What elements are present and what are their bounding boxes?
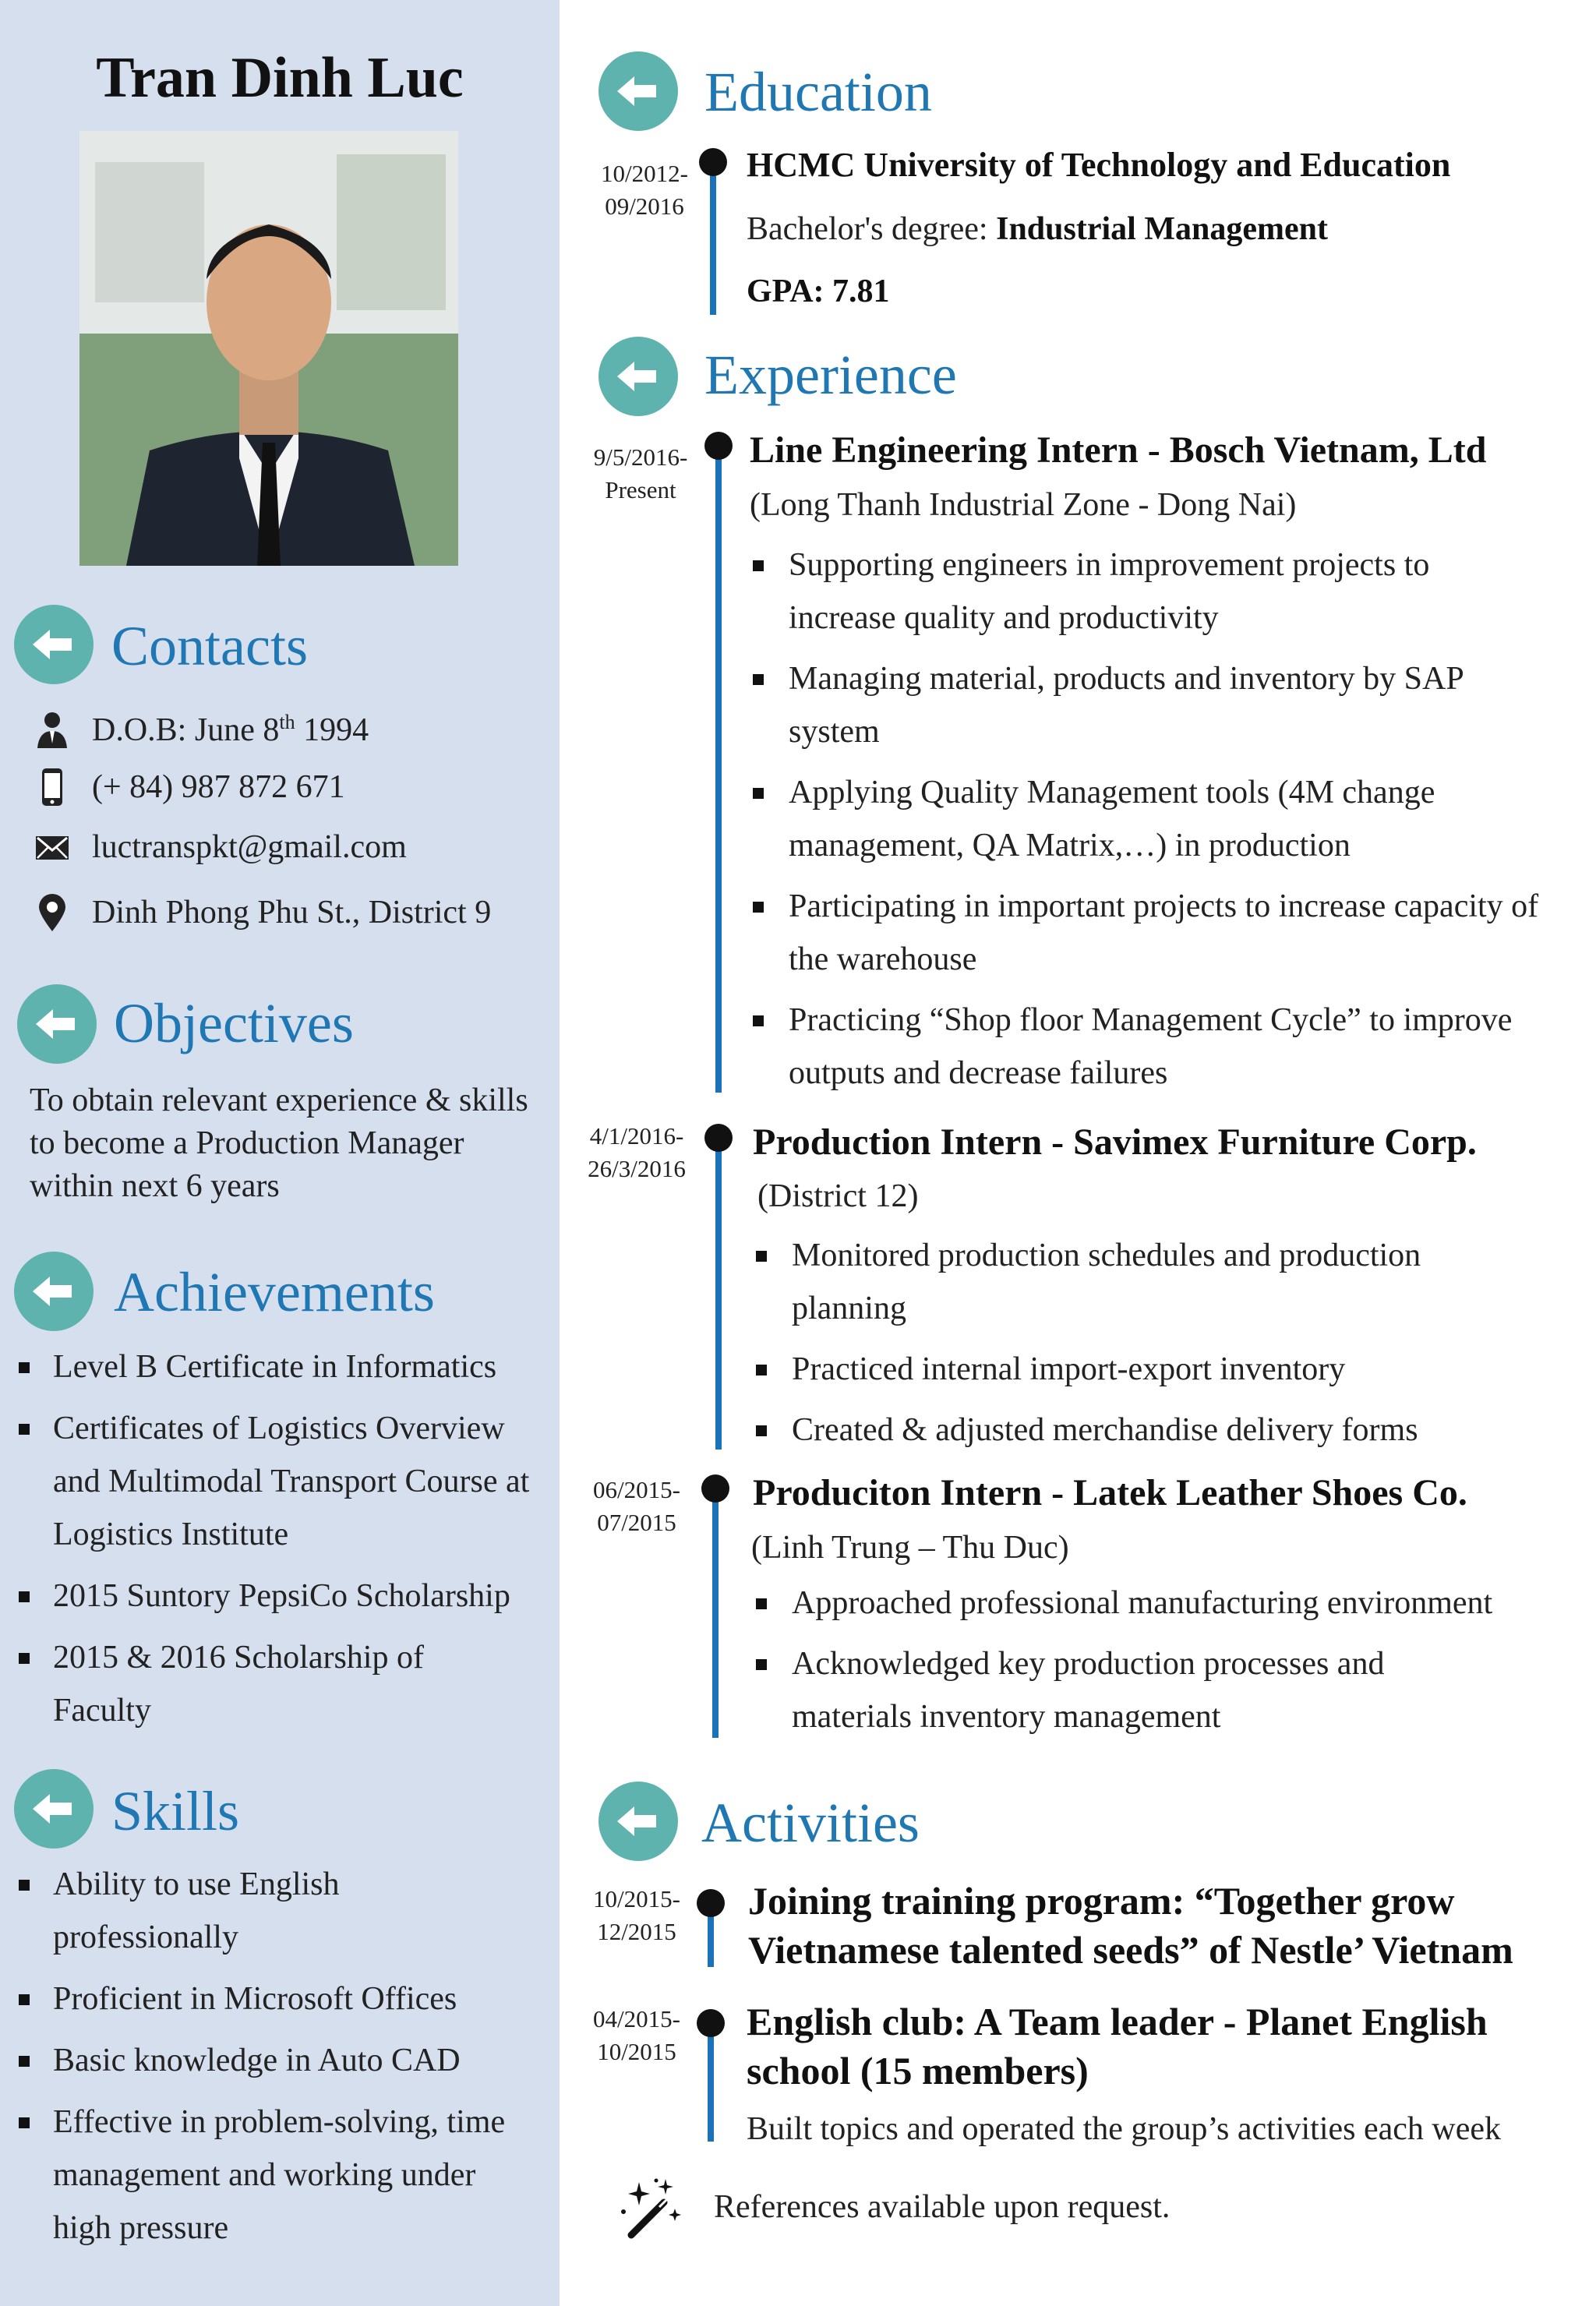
contact-address — [31, 889, 491, 936]
achievements-heading: Achievements — [114, 1261, 435, 1323]
references-note: References available upon request. — [714, 2189, 1171, 2225]
contact-phone — [31, 764, 345, 810]
experience-bullet: Practiced internal import-export inventory — [753, 1343, 1579, 1396]
experience-bullet: Practicing “Shop floor Management Cycle” to improve outputs and decrease failures — [750, 994, 1584, 1100]
sidebar — [0, 0, 560, 2306]
contact-dob — [31, 706, 369, 753]
objective-text: To obtain relevant experience & skills to become a Production Manager within next 6 years — [30, 1082, 528, 1204]
education-degree — [747, 210, 1328, 248]
experience-title-1: Line Engineering Intern - Bosch Vietnam, Ltd — [750, 429, 1487, 471]
experience-bullet: Supporting engineers in improvement projects to increase quality and productivity — [750, 539, 1498, 644]
experience-bullets-1 — [750, 539, 1584, 1107]
dob-sup: th — [279, 710, 295, 733]
activity-date-2: 04/2015- 10/2015 — [593, 2005, 680, 2065]
activity-dot-2 — [697, 2009, 725, 2037]
experience-timeline-2 — [715, 1138, 722, 1450]
activity-title-1: Joining training program: “Together grow Vietnamese talented seeds” of Nestle’ Vietnam — [748, 1879, 1513, 1972]
dob-text — [92, 711, 369, 749]
magic-wand-icon — [616, 2174, 686, 2244]
skills-list — [16, 1858, 514, 2263]
experience-timeline-3 — [712, 1487, 719, 1738]
location-pin-icon — [31, 889, 73, 936]
experience-date-3: 06/2015- 07/2015 — [593, 1476, 680, 1536]
education-school: HCMC University of Technology and Education — [747, 146, 1451, 184]
experience-dot-3 — [701, 1474, 729, 1503]
activities-heading: Activities — [701, 1792, 920, 1854]
contacts-arrow-icon — [14, 605, 94, 684]
skills-heading: Skills — [111, 1780, 240, 1842]
skill-item: Effective in problem-solving, time management and working under high pressure — [16, 2096, 514, 2255]
activity-desc-2: Built topics and operated the group’s activities each week — [747, 2111, 1502, 2147]
skills-arrow-icon — [14, 1769, 94, 1849]
mail-icon — [31, 824, 73, 870]
experience-heading: Experience — [704, 344, 957, 406]
experience-dot-1 — [704, 432, 733, 460]
experience-timeline-1 — [715, 446, 722, 1093]
experience-bullet: Applying Quality Management tools (4M change management, QA Matrix,…) in production — [750, 766, 1521, 872]
person-icon — [31, 706, 73, 753]
experience-bullets-2 — [753, 1229, 1579, 1464]
experience-bullet: Monitored production schedules and production planning — [753, 1229, 1501, 1335]
education-date: 10/2012- 09/2016 — [601, 160, 688, 220]
experience-location-1: (Long Thanh Industrial Zone - Dong Nai) — [750, 487, 1297, 523]
experience-arrow-icon — [598, 337, 678, 416]
experience-dot-2 — [704, 1124, 733, 1152]
experience-bullet: Participating in important projects to increase capacity of the warehouse — [750, 880, 1576, 986]
education-gpa — [747, 273, 890, 310]
achievement-item: Level B Certificate in Informatics — [16, 1340, 553, 1393]
phone-icon — [31, 764, 73, 810]
education-arrow-icon — [598, 51, 678, 131]
experience-location-3: (Linh Trung – Thu Duc) — [751, 1530, 1069, 1566]
contact-email — [31, 824, 407, 870]
experience-location-2: (District 12) — [757, 1178, 919, 1214]
achievements-list — [16, 1340, 553, 1746]
achievement-item: 2015 & 2016 Scholarship of Faculty — [16, 1631, 499, 1737]
experience-bullets-3 — [753, 1577, 1579, 1751]
dob-prefix: D.O.B: June 8 — [92, 712, 280, 748]
objectives-arrow-icon — [17, 984, 97, 1064]
activity-title-2: English club: A Team leader - Planet English school (15 members) — [747, 2000, 1488, 2092]
profile-photo — [79, 131, 458, 566]
experience-title-3: Produciton Intern - Latek Leather Shoes Co. — [753, 1472, 1467, 1513]
education-timeline — [710, 162, 716, 315]
education-dot — [699, 148, 727, 176]
experience-bullet: Created & adjusted merchandise delivery forms — [753, 1404, 1579, 1457]
activity-date-1: 10/2015- 12/2015 — [593, 1885, 680, 1945]
activities-arrow-icon — [598, 1782, 678, 1861]
objectives-heading: Objectives — [114, 992, 354, 1054]
skill-item: Basic knowledge in Auto CAD — [16, 2034, 514, 2087]
degree-label: Bachelor's degree: — [747, 211, 997, 247]
activity-timeline-2 — [708, 2023, 714, 2142]
achievements-arrow-icon — [14, 1252, 94, 1331]
phone-text: (+ 84) 987 872 671 — [92, 769, 345, 805]
experience-bullet: Acknowledged key production processes and materials inventory management — [753, 1637, 1454, 1743]
skill-item: Ability to use English professionally — [16, 1858, 405, 1964]
experience-bullet: Approached professional manufacturing environment — [753, 1577, 1579, 1630]
achievement-item: 2015 Suntory PepsiCo Scholarship — [16, 1570, 553, 1623]
email-text: luctranspkt@gmail.com — [92, 829, 407, 865]
experience-date-1: 9/5/2016- Present — [593, 443, 688, 503]
experience-title-2: Production Intern - Savimex Furniture Corp. — [753, 1121, 1477, 1163]
achievement-item: Certificates of Logistics Overview and Multimodal Transport Course at Logistics Institute — [16, 1402, 553, 1561]
person-name: Tran Dinh Luc — [96, 46, 464, 110]
education-heading: Education — [704, 61, 932, 123]
dob-suffix: 1994 — [295, 712, 369, 748]
activity-dot-1 — [697, 1889, 725, 1917]
address-text: Dinh Phong Phu St., District 9 — [92, 895, 492, 931]
gpa-value: GPA: 7.81 — [747, 274, 890, 309]
experience-date-2: 4/1/2016- 26/3/2016 — [588, 1122, 686, 1182]
skill-item: Proficient in Microsoft Offices — [16, 1972, 514, 2025]
contacts-heading: Contacts — [111, 615, 308, 677]
experience-bullet: Managing material, products and inventory by SAP system — [750, 652, 1529, 758]
degree-value: Industrial Management — [996, 211, 1328, 247]
